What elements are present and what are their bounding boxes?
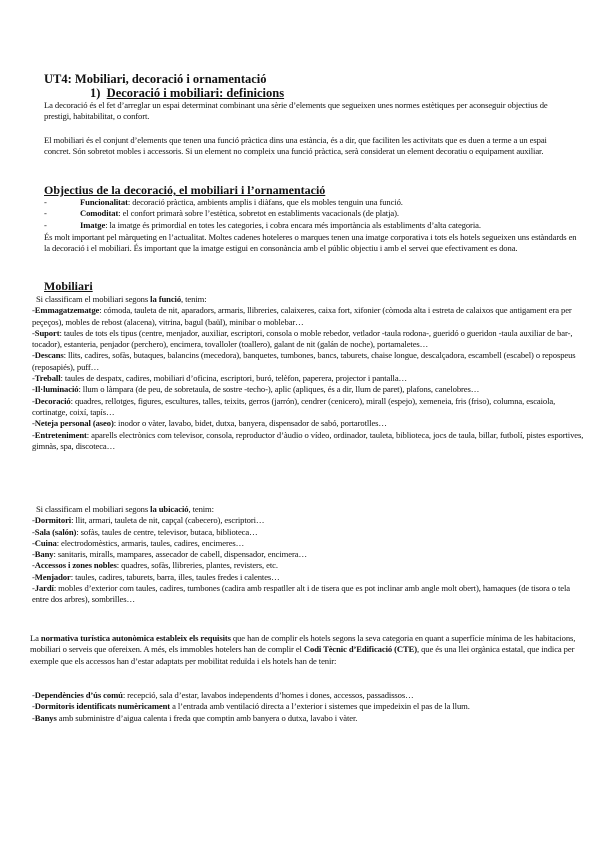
intro-bold: la funció — [150, 294, 182, 304]
paragraph-image-marketing: És molt important pel màrqueting en l’actualitat. Moltes cadenes hoteleres o marques tenen una imatge corporativa i tots els hotels segueixen uns estàndards en la decoració i el mobiliari. És important que la imatge estigui en consonància amb el públic objectiu i amb el servei que efectivament es dona. — [44, 232, 577, 254]
item-term: Bany — [34, 549, 54, 560]
item-text: : llits, cadires, sofàs, butaques, balancins (mecedora), banquetes, tumbones, bancs, taburets, chaise longue, descalçadora, escambell (escabel) o repospeus (reposapiés), puff… — [32, 350, 576, 372]
regulation-text-end: , que és una llei orgànica estatal, que indica per exemple que els accessos han d’estar adaptats per mobilitat reduïda i els hotels han de tenir: — [30, 644, 575, 666]
item-text: : mobles d’exterior com taules, cadires, tumbones (cadira amb respatller alt i de tisera que es pot inclinar amb angle molt obert), hamaques (de tisora o tela entre dos arbres), sombrilles… — [32, 583, 570, 605]
intro-text-end: , tenim: — [188, 504, 214, 514]
item-text: a l’entrada amb ventilació directa a l’exterior i sistemes que impedeixin el pas de la llum. — [170, 701, 470, 712]
hotel-requirements-list — [32, 690, 584, 724]
list-item: -Neteja personal (aseo): inodor o vàter, lavabo, bidet, dutxa, banyera, dispensador de sabó, portarotlles… — [32, 418, 387, 429]
item-text: amb subministre d’aigua calenta i freda que comptin amb banyera o dutxa, lavabo i vàter. — [56, 712, 358, 723]
item-term: Treball — [34, 373, 61, 384]
list-item: -Emmagatzematge: cómoda, tauleta de nit, aparadors, armaris, llibreries, calaixeres, caixa fort, xifonier (còmoda alta i estreta de calaixos que antigament era per peçeços), mobles de rebost (alacena), vitrina, bagul (baül), minibar o moblebar… — [32, 305, 572, 327]
list-item: -Decoració: quadres, rellotges, figures, escultures, talles, teixits, gerros (jarrón), cendrer (cenicero), mirall (espejo), xemeneia, fris (friso), columna, escaiola, cortinatge, coixí, tapís… — [32, 395, 556, 417]
list-item: -Menjador: taules, cadires, taburets, barra, illes, taules fredes i calentes… — [32, 571, 280, 582]
item-text: : llum o làmpara (de peu, de sobretaula, de sostre -techo-), aplic (apliques, és a dir, llum de paret), plafons, canelobres… — [78, 384, 480, 395]
list-item: -Dormitori: llit, armari, tauleta de nit, capçal (cabecero), escriptori… — [32, 515, 265, 526]
regulation-text-mid: que han de complir els hotels segons la seva categoria en quant a superfície mínima de les habitacions, mobiliari o serveis que ofereixen. A més, els immobles hotelers han de complir el — [30, 633, 576, 655]
item-term: Menjador — [34, 571, 71, 582]
bullet-dash: - — [44, 219, 47, 230]
item-text: : cómoda, tauleta de nit, aparadors, armaris, llibreries, calaixeres, caixa fort, xifonier (còmoda alta i estreta de calaixos que antigament era per peçeços), mobles de rebost (alacena), vitrina, bagul (baül), minibar o moblebar… — [32, 305, 572, 327]
list-item: -Banys amb subministre d’aigua calenta i freda que comptin amb banyera o dutxa, lavabo i vàter. — [32, 712, 358, 723]
list-item: -Suport: taules de tots els tipus (centre, menjador, auxiliar, escriptori, consola o moble rebedor, vetlador -taula rodona-, gueridó o gueridon -taula auxiliar de bar-, tocador), estanteria, penjador (perchero), encimera, tovalloler (toallero), galant de nit (galán de noche), portamaletes… — [32, 327, 573, 350]
list-item: -Bany: sanitaris, miralls, mampares, assecador de cabell, dispensador, encimera… — [32, 549, 307, 560]
item-text: : sofàs, taules de centre, televisor, butaca, biblioteca… — [76, 526, 258, 537]
item-term: Dependències d’ús comú — [34, 690, 123, 700]
item-term: Entreteniment — [34, 429, 87, 440]
list-item: -Dependències d’ús comú: recepció, sala d’estar, lavabos independents d’homes i dones, accessos, passadissos… — [32, 690, 414, 700]
item-text: : inodor o vàter, lavabo, bidet, dutxa, banyera, dispensador de sabó, portarotlles… — [113, 418, 387, 429]
bullet-dash: - — [44, 197, 47, 207]
section-number: 1) — [90, 86, 101, 100]
item-text: : electrodomèstics, armaris, taules, cadires, encimeres… — [56, 537, 245, 548]
list-item: -Jardí: mobles d’exterior com taules, cadires, tumbones (cadira amb respatller alt i de tisera que es pot inclinar amb angle molt obert), hamaques (de tisora o tela entre dos arbres), sombrilles… — [32, 583, 570, 605]
document-title: UT4: Mobiliari, decoració i ornamentació — [44, 72, 267, 86]
list-item: -Entreteniment: aparells electrònics com televisor, consola, reproductor d’àudio o vídeo, ordinador, tauleta, biblioteca, jocs de taula, billar, futbolí, pistes esportives, gimnàs, spa, discoteca… — [32, 429, 584, 451]
item-text: : taules, cadires, taburets, barra, illes, taules fredes i calentes… — [70, 571, 280, 582]
intro-text: Si classificam el mobiliari segons — [36, 504, 151, 514]
regulation-bold: normativa turística autonòmica estableix els requisits — [40, 633, 231, 643]
objective-item — [44, 220, 584, 231]
paragraph-regulation — [30, 633, 584, 667]
list-item: -Dormitoris identificats numèricament a l’entrada amb ventilació directa a l’exterior i sistemes que impedeixin el pas de la llum. — [32, 701, 470, 712]
item-term: Banys — [34, 712, 57, 723]
section-heading-text: Decoració i mobiliari: definicions — [106, 86, 285, 100]
paragraph-decoration-definition: La decoració és el fet d’arreglar un espai determinat combinant una sèrie d’elements que segueixen unes normes estètiques per aconseguir objectius de prestigi, habitabilitat, o confort. — [44, 100, 548, 122]
item-term: Accessos i zones nobles — [34, 560, 117, 571]
bullet-dash: - — [44, 208, 47, 219]
item-term: Cuina — [34, 537, 57, 548]
item-text: : quadres, sofàs, llibreries, plantes, revisters, etc. — [116, 560, 278, 571]
intro-by-location — [32, 504, 584, 515]
objective-item — [44, 197, 584, 208]
item-text: : sanitaris, miralls, mampares, assecador de cabell, dispensador, encimera… — [53, 549, 307, 560]
item-term: Decoració — [34, 395, 71, 406]
section-heading-definitions — [90, 86, 284, 101]
item-term: Jardí — [34, 583, 54, 594]
list-item: -Sala (salón): sofàs, taules de centre, televisor, butaca, biblioteca… — [32, 526, 258, 537]
list-item: -Descans: llits, cadires, sofàs, butaques, balancins (mecedora), banquetes, tumbones, bancs, taburets, chaise longue, descalçadora, escambell (escabel) o repospeus (reposapiés), puff… — [32, 350, 576, 372]
objective-text: : el confort primarà sobre l’estètica, sobretot en establiments vacacionals (de platja). — [118, 208, 399, 219]
item-term: Il·luminació — [34, 384, 79, 395]
objective-term: Comoditat — [80, 208, 119, 219]
objective-text: : decoració pràctica, ambients amplis i diàfans, que els mobles tenguin una funció. — [127, 197, 403, 207]
intro-text: Si classificam el mobiliari segons — [36, 294, 151, 304]
item-text: : quadres, rellotges, figures, escultures, talles, teixits, gerros (jarrón), cendrer (cenicero), mirall (espejo), xemeneia, fris (friso), columna, escaiola, cortinatge, coixí, tapís… — [32, 395, 556, 417]
item-text: : recepció, sala d’estar, lavabos independents d’homes i dones, accessos, passadissos… — [122, 690, 414, 700]
regulation-bold-cte: Codi Tècnic d’Edificació (CTE) — [303, 644, 418, 655]
objective-term: Funcionalitat — [80, 197, 128, 207]
item-text: : llit, armari, tauleta de nit, capçal (cabecero), escriptori… — [71, 515, 265, 526]
list-item: -Accessos i zones nobles: quadres, sofàs, llibreries, plantes, revisters, etc. — [32, 560, 278, 571]
section-heading-objectives: Objectius de la decoració, el mobiliari i l’ornamentació — [44, 183, 326, 197]
item-term: Suport — [34, 327, 60, 338]
item-text: : aparells electrònics com televisor, consola, reproductor d’àudio o vídeo, ordinador, tauleta, biblioteca, jocs de taula, billar, futbolí, pistes esportives, gimnàs, spa, discoteca… — [32, 429, 584, 451]
intro-by-function — [32, 294, 584, 305]
objective-item — [44, 208, 584, 219]
list-item: -Treball: taules de despatx, cadires, mobiliari d’oficina, escriptori, buró, telèfon, paperera, projector i pantalla… — [32, 373, 408, 384]
objective-text: : la imatge és primordial en totes les categories, i cobra encara més importància als establiments d’alta categoria. — [105, 219, 481, 230]
intro-text-end: , tenim: — [181, 294, 207, 304]
list-item: -Cuina: electrodomèstics, armaris, taules, cadires, encimeres… — [32, 537, 245, 548]
paragraph-furniture-definition: El mobiliari és el conjunt d’elements que tenen una funció pràctica dins una estància, és a dir, que faciliten les activitats que es duen a terme a un espai concret. Són sobretot mobles i accessoris. Si un element no compleix una funció pràctica, serà considerat un element decoratiu o equipament auxiliar. — [44, 135, 547, 157]
item-term: Dormitoris identificats numèricament — [34, 701, 171, 712]
section-heading-furniture: Mobiliari — [44, 279, 93, 293]
item-text: : taules de tots els tipus (centre, menjador, auxiliar, escriptori, consola o moble rebedor, vetlador -taula rodona-, gueridó o gueridon -taula auxiliar de bar-, tocador), estanteria, penjador (perchero), encimera, tovalloler (toallero), galant de nit (galán de noche), portamaletes… — [32, 327, 573, 350]
item-term: Neteja personal (aseo) — [34, 418, 114, 429]
objectives-list — [44, 197, 584, 231]
furniture-by-function — [32, 294, 584, 452]
item-text: : taules de despatx, cadires, mobiliari d’oficina, escriptori, buró, telèfon, paperera, projector i pantalla… — [60, 373, 408, 384]
item-term: Dormitori — [34, 515, 72, 526]
item-term: Descans — [34, 350, 64, 361]
item-term: Sala (salón) — [34, 526, 77, 537]
intro-bold: la ubicació — [150, 504, 189, 514]
list-item: -Il·luminació: llum o làmpara (de peu, de sobretaula, de sostre -techo-), aplic (apliques, és a dir, llum de paret), plafons, canelobres… — [32, 384, 480, 395]
item-term: Emmagatzematge — [34, 305, 100, 316]
objective-term: Imatge — [80, 219, 106, 230]
regulation-text: La — [30, 633, 41, 643]
furniture-by-location — [32, 504, 584, 606]
